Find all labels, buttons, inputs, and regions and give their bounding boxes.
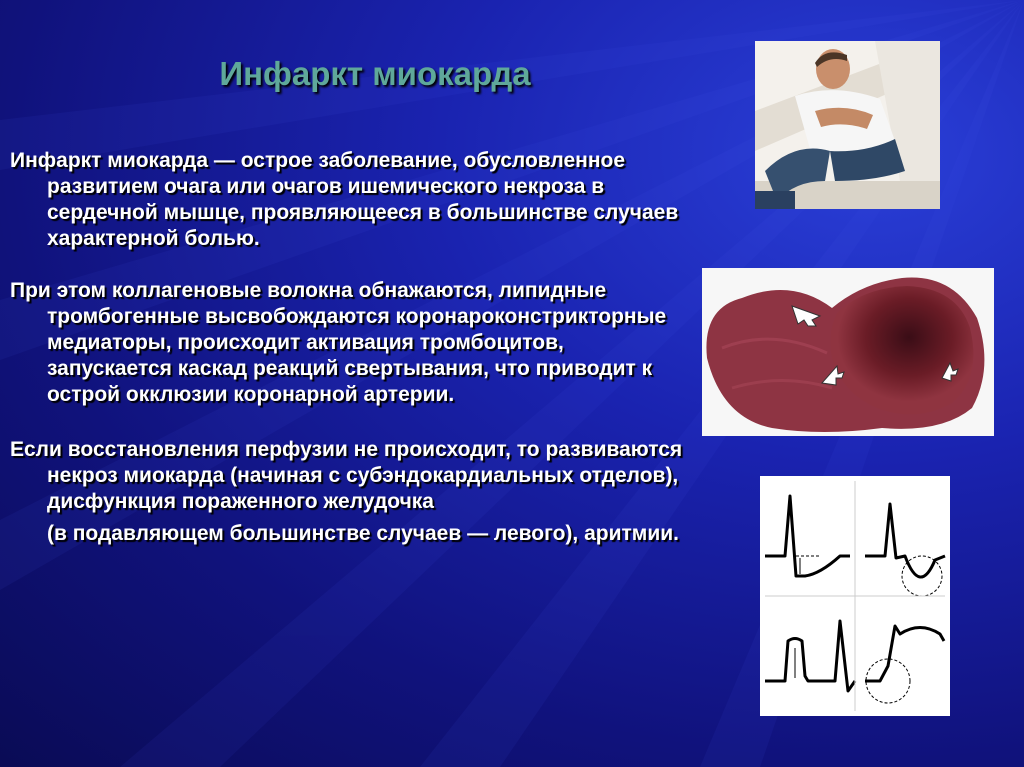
paragraph-consequences: Если восстановления перфузии не происходит, то развиваются некроз миокарда (начиная с субэндокардиальных отделов), дисфункция пораженного желудочка bbox=[10, 438, 683, 513]
photo-heart-infarct bbox=[702, 268, 994, 436]
ecg-diagram bbox=[760, 476, 950, 716]
paragraph-consequences-continued: (в подавляющем большинстве случаев — левого), аритмии. bbox=[47, 522, 679, 545]
paragraph-mechanism: При этом коллагеновые волокна обнажаются, липидные тромбогенные высвобождаются коронароконстрикторные медиаторы, происходит активация тромбоцитов, запускается каскад реакций свертывания, что приводит к острой окклюзии коронарной артерии. bbox=[10, 279, 667, 406]
slide-title: Инфаркт миокарда bbox=[219, 55, 531, 92]
slide-body bbox=[10, 148, 690, 547]
paragraph-definition: Инфаркт миокарда — острое заболевание, обусловленное развитием очага или очагов ишемического некроза в сердечной мышце, проявляющееся в большинстве случаев характерной болью. bbox=[10, 149, 679, 250]
photo-person-chest-pain bbox=[755, 41, 940, 209]
